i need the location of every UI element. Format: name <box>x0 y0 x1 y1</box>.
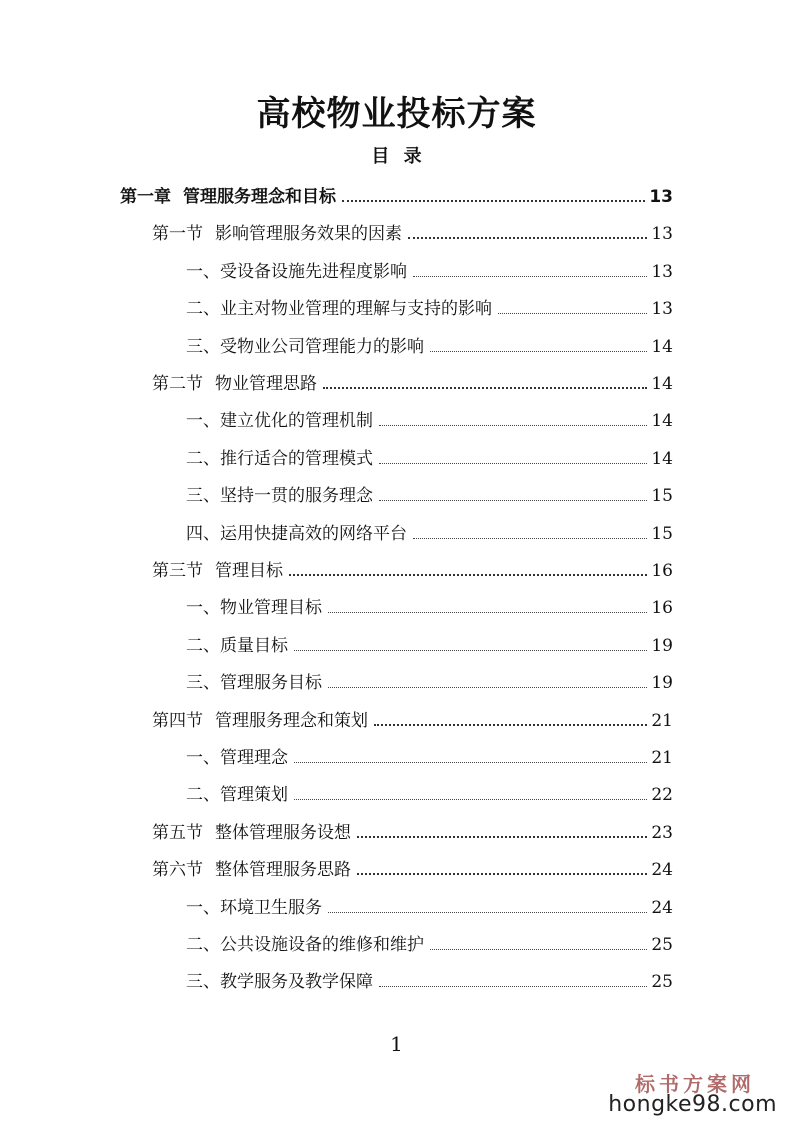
toc-entry-page: 25 <box>651 935 673 955</box>
toc-entry-text: 质量目标 <box>220 635 288 656</box>
toc-entry[interactable] <box>186 628 673 658</box>
toc-entry[interactable] <box>120 179 673 209</box>
toc-entry-page: 13 <box>651 261 673 282</box>
toc-entry-page: 25 <box>651 972 673 993</box>
toc-entry-text: 受物业公司管理能力的影响 <box>220 336 424 357</box>
toc-entry[interactable] <box>186 441 673 471</box>
toc-leader-dots <box>328 686 647 688</box>
toc-entry-page: 15 <box>651 486 673 507</box>
toc-entry-page: 24 <box>651 860 673 881</box>
toc-entry-label <box>120 185 336 209</box>
toc-entry-label <box>152 559 283 583</box>
toc-leader-dots <box>374 723 647 726</box>
toc-leader-dots <box>379 462 647 464</box>
toc-leader-dots <box>342 199 645 202</box>
toc-entry[interactable] <box>186 927 673 957</box>
toc-entry-prefix: 三、 <box>186 673 220 694</box>
toc-entry-text: 业主对物业管理的理解与支持的影响 <box>220 299 492 320</box>
toc-leader-dots <box>430 350 647 352</box>
toc-entry-label <box>186 746 288 770</box>
toc-leader-dots <box>328 611 647 613</box>
toc-entry-page: 16 <box>651 561 673 581</box>
toc-entry-label <box>186 522 407 546</box>
toc-heading: 目 录 <box>371 146 422 167</box>
toc-entry-text: 影响管理服务效果的因素 <box>215 224 402 245</box>
toc-entry-prefix: 一、 <box>186 598 220 619</box>
toc-entry-label <box>152 858 351 882</box>
toc-entry-label <box>152 222 402 246</box>
toc-entry-prefix: 第五节 <box>152 822 203 843</box>
toc-entry-text: 物业管理目标 <box>220 598 322 619</box>
toc-entry-label <box>152 709 368 733</box>
toc-entry-prefix: 三、 <box>186 972 220 993</box>
toc-leader-dots <box>294 649 647 651</box>
watermark-site-url: hongke98.com <box>608 1092 777 1117</box>
toc-entry-prefix: 二、 <box>186 299 220 320</box>
toc-entry-label <box>186 970 373 994</box>
toc-leader-dots <box>413 275 647 277</box>
toc-entry-page: 13 <box>651 224 673 245</box>
toc-entry-prefix: 一、 <box>186 261 220 282</box>
toc-entry-prefix: 第三节 <box>152 561 203 581</box>
toc-entry-prefix: 二、 <box>186 785 220 806</box>
toc-entry[interactable] <box>186 291 673 321</box>
toc-entry[interactable] <box>152 216 673 246</box>
toc-entry-text: 管理服务理念和目标 <box>183 187 336 207</box>
toc-leader-dots <box>289 573 647 576</box>
toc-entry-page: 14 <box>651 374 673 394</box>
toc-entry[interactable] <box>152 815 673 845</box>
document-title: 高校物业投标方案 <box>256 94 537 134</box>
toc-entry-label <box>186 634 288 658</box>
toc-entry-label <box>186 409 373 433</box>
toc-entry-text: 坚持一贯的服务理念 <box>220 486 373 507</box>
toc-entry-page: 23 <box>651 822 673 843</box>
toc-entry[interactable] <box>186 740 673 770</box>
toc-entry-label <box>186 484 373 508</box>
toc-entry-text: 整体管理服务思路 <box>215 860 351 881</box>
toc-entry-label <box>186 260 407 284</box>
toc-leader-dots <box>408 236 647 239</box>
toc-entry-text: 教学服务及教学保障 <box>220 972 373 993</box>
toc-entry-prefix: 一、 <box>186 897 220 918</box>
toc-entry-label <box>186 335 424 359</box>
toc-entry-prefix: 二、 <box>186 448 220 469</box>
toc-entry-prefix: 第六节 <box>152 860 203 881</box>
toc-entry[interactable] <box>152 852 673 882</box>
toc-entry[interactable] <box>186 777 673 807</box>
toc-entry-page: 16 <box>651 598 673 619</box>
toc-entry[interactable] <box>152 553 673 583</box>
toc-entry[interactable] <box>186 590 673 620</box>
toc-entry-page: 19 <box>651 635 673 656</box>
toc-entry-label <box>186 933 424 957</box>
toc-entry-text: 建立优化的管理机制 <box>220 411 373 432</box>
toc-entry-page: 13 <box>651 299 673 320</box>
toc-entry-text: 受设备设施先进程度影响 <box>220 261 407 282</box>
toc-entry[interactable] <box>186 329 673 359</box>
toc-entry-label <box>186 783 288 807</box>
toc-entry-text: 公共设施设备的维修和维护 <box>220 935 424 955</box>
toc-entry-label <box>186 671 322 695</box>
watermark-site-name: 标书方案网 <box>635 1072 755 1096</box>
toc-entry-prefix: 三、 <box>186 336 220 357</box>
toc-entry-page: 14 <box>651 336 673 357</box>
toc-entry[interactable] <box>152 703 673 733</box>
toc-entry-label <box>186 447 373 471</box>
toc-entry-prefix: 一、 <box>186 748 220 768</box>
toc-leader-dots <box>430 948 647 950</box>
toc-entry-label <box>186 896 322 920</box>
toc-leader-dots <box>379 499 647 501</box>
toc-leader-dots <box>328 911 647 913</box>
toc-entry-page: 21 <box>651 710 673 731</box>
toc-entry[interactable] <box>186 516 673 546</box>
toc-entry[interactable] <box>186 403 673 433</box>
toc-entry-text: 物业管理思路 <box>215 374 317 394</box>
toc-entry-text: 管理服务目标 <box>220 673 322 694</box>
toc-entry-text: 管理理念 <box>220 748 288 768</box>
toc-entry-text: 整体管理服务设想 <box>215 822 351 843</box>
toc-entry-text: 运用快捷高效的网络平台 <box>220 523 407 544</box>
toc-entry[interactable] <box>152 366 673 396</box>
toc-entry-prefix: 一、 <box>186 411 220 432</box>
toc-entry-label <box>152 372 317 396</box>
toc-entry-page: 19 <box>651 673 673 694</box>
toc-leader-dots <box>294 761 647 763</box>
toc-entry-prefix: 第一章 <box>120 187 171 207</box>
toc-leader-dots <box>323 386 647 389</box>
toc-entry-page: 24 <box>651 897 673 918</box>
toc-entry-prefix: 第一节 <box>152 224 203 245</box>
toc-leader-dots <box>413 537 647 539</box>
toc-entry-prefix: 三、 <box>186 486 220 507</box>
toc-entry-page: 15 <box>651 523 673 544</box>
toc-entry-prefix: 第四节 <box>152 710 203 731</box>
toc-entry-label <box>186 596 322 620</box>
toc-entry[interactable] <box>186 478 673 508</box>
toc-leader-dots <box>379 985 647 987</box>
toc-entry-prefix: 第二节 <box>152 374 203 394</box>
toc-entry-label <box>186 297 492 321</box>
toc-entry-text: 管理目标 <box>215 561 283 581</box>
toc-leader-dots <box>379 424 647 426</box>
toc-entry-page: 22 <box>651 785 673 806</box>
toc-leader-dots <box>357 872 647 875</box>
page-number: 1 <box>390 1032 403 1056</box>
toc-entry-label <box>152 821 351 845</box>
toc-entry-page: 14 <box>651 411 673 432</box>
toc-entry-text: 管理策划 <box>220 785 288 806</box>
toc-entry[interactable] <box>186 254 673 284</box>
toc-leader-dots <box>294 798 647 800</box>
toc-entry[interactable] <box>186 665 673 695</box>
toc-entry-page: 14 <box>651 448 673 469</box>
toc-entry-text: 环境卫生服务 <box>220 897 322 918</box>
toc-entry-prefix: 二、 <box>186 635 220 656</box>
toc-leader-dots <box>357 835 647 838</box>
toc-entry-page: 13 <box>649 187 673 207</box>
toc-entry-prefix: 四、 <box>186 523 220 544</box>
toc-entry-prefix: 二、 <box>186 935 220 955</box>
toc-leader-dots <box>498 312 647 314</box>
toc-entry-text: 推行适合的管理模式 <box>220 448 373 469</box>
toc-entry[interactable] <box>186 890 673 920</box>
toc-entry[interactable] <box>186 964 673 994</box>
toc-entry-page: 21 <box>651 748 673 768</box>
toc-entry-text: 管理服务理念和策划 <box>215 710 368 731</box>
